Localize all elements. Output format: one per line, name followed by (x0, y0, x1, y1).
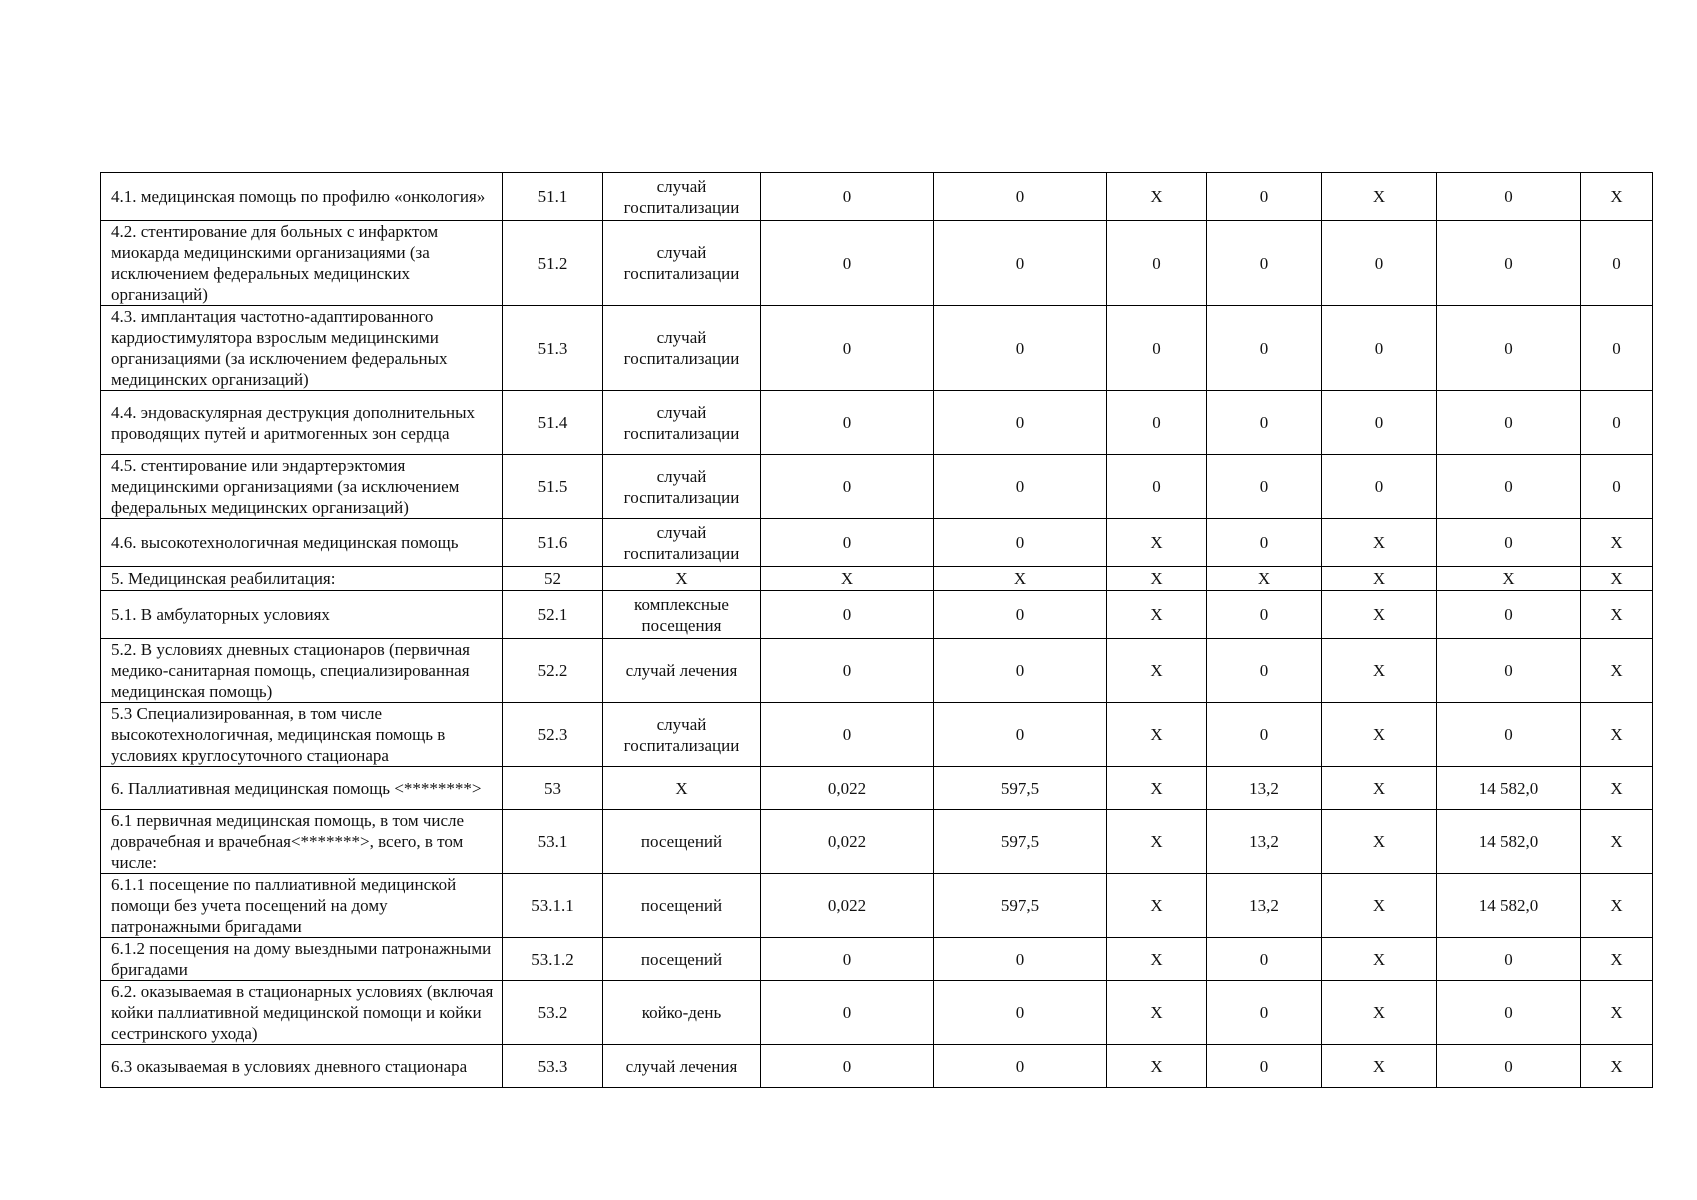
cell-col-8: 0 (1322, 221, 1437, 306)
cell-col-6: 0 (1107, 455, 1207, 519)
cell-col-7: 0 (1207, 1045, 1322, 1088)
table-row (101, 981, 1653, 1045)
row-code: 51.1 (503, 173, 603, 221)
cell-col-8: 0 (1322, 391, 1437, 455)
cell-col-8: Х (1322, 1045, 1437, 1088)
cell-col-6: Х (1107, 1045, 1207, 1088)
cell-col-9: 0 (1437, 938, 1581, 981)
table-row (101, 938, 1653, 981)
cell-col-9: 0 (1437, 519, 1581, 567)
row-code: 53.2 (503, 981, 603, 1045)
cell-col-4: 0 (761, 221, 934, 306)
row-unit: случай госпитализации (603, 221, 761, 306)
cell-col-10: 0 (1581, 221, 1653, 306)
cell-col-7: 0 (1207, 981, 1322, 1045)
cell-col-9: 0 (1437, 221, 1581, 306)
cell-col-4: 0 (761, 455, 934, 519)
row-name: 4.3. имплантация частотно-адаптированного кардиостимулятора взрослым медицинскими организациями (за исключением федеральных медицинских организаций) (101, 306, 503, 391)
cell-col-4: 0 (761, 981, 934, 1045)
cell-col-10: Х (1581, 639, 1653, 703)
cell-col-7: 0 (1207, 519, 1322, 567)
row-unit: случай госпитализации (603, 703, 761, 767)
cell-col-5: 597,5 (934, 810, 1107, 874)
cell-col-4: 0 (761, 639, 934, 703)
cell-col-5: 0 (934, 391, 1107, 455)
cell-col-5: 0 (934, 455, 1107, 519)
cell-col-10: 0 (1581, 391, 1653, 455)
row-unit: случай госпитализации (603, 391, 761, 455)
cell-col-8: Х (1322, 767, 1437, 810)
table-row (101, 639, 1653, 703)
cell-col-7: 13,2 (1207, 767, 1322, 810)
cell-col-6: Х (1107, 981, 1207, 1045)
cell-col-7: Х (1207, 567, 1322, 591)
row-code: 51.3 (503, 306, 603, 391)
row-name: 6. Паллиативная медицинская помощь <********> (101, 767, 503, 810)
row-unit: случай лечения (603, 1045, 761, 1088)
table-row (101, 591, 1653, 639)
cell-col-5: 0 (934, 306, 1107, 391)
cell-col-7: 13,2 (1207, 874, 1322, 938)
row-name: 5.3 Специализированная, в том числе высокотехнологичная, медицинская помощь в условиях круглосуточного стационара (101, 703, 503, 767)
cell-col-8: 0 (1322, 306, 1437, 391)
cell-col-9: 0 (1437, 639, 1581, 703)
cell-col-9: 14 582,0 (1437, 810, 1581, 874)
cell-col-10: Х (1581, 981, 1653, 1045)
cell-col-8: Х (1322, 981, 1437, 1045)
row-name: 6.1.1 посещение по паллиативной медицинской помощи без учета посещений на дому патронажными бригадами (101, 874, 503, 938)
row-name: 4.2. стентирование для больных с инфарктом миокарда медицинскими организациями (за исключением федеральных медицинских организаций) (101, 221, 503, 306)
cell-col-4: 0,022 (761, 874, 934, 938)
cell-col-9: 14 582,0 (1437, 874, 1581, 938)
cell-col-4: 0,022 (761, 767, 934, 810)
row-unit: случай госпитализации (603, 455, 761, 519)
cell-col-9: 0 (1437, 455, 1581, 519)
table-row (101, 567, 1653, 591)
table-row (101, 173, 1653, 221)
row-unit: посещений (603, 810, 761, 874)
cell-col-8: Х (1322, 591, 1437, 639)
row-unit: Х (603, 767, 761, 810)
row-unit: случай госпитализации (603, 306, 761, 391)
cell-col-7: 0 (1207, 639, 1322, 703)
row-unit: случай лечения (603, 639, 761, 703)
cell-col-6: 0 (1107, 391, 1207, 455)
row-code: 53.3 (503, 1045, 603, 1088)
cell-col-4: 0 (761, 703, 934, 767)
cell-col-7: 0 (1207, 221, 1322, 306)
table-row (101, 391, 1653, 455)
row-code: 51.5 (503, 455, 603, 519)
row-name: 4.1. медицинская помощь по профилю «онкология» (101, 173, 503, 221)
cell-col-8: Х (1322, 173, 1437, 221)
cell-col-8: 0 (1322, 455, 1437, 519)
row-code: 51.4 (503, 391, 603, 455)
row-name: 5. Медицинская реабилитация: (101, 567, 503, 591)
cell-col-10: Х (1581, 874, 1653, 938)
cell-col-10: Х (1581, 519, 1653, 567)
table-row (101, 519, 1653, 567)
cell-col-10: 0 (1581, 455, 1653, 519)
cell-col-10: Х (1581, 703, 1653, 767)
table-row (101, 455, 1653, 519)
row-name: 4.5. стентирование или эндартерэктомия медицинскими организациями (за исключением федеральных медицинских организаций) (101, 455, 503, 519)
cell-col-5: 597,5 (934, 874, 1107, 938)
cell-col-6: Х (1107, 810, 1207, 874)
cell-col-8: Х (1322, 567, 1437, 591)
table-row (101, 767, 1653, 810)
cell-col-5: 0 (934, 639, 1107, 703)
table-row (101, 221, 1653, 306)
table-row (101, 1045, 1653, 1088)
row-name: 4.4. эндоваскулярная деструкция дополнительных проводящих путей и аритмогенных зон сердца (101, 391, 503, 455)
cell-col-9: 0 (1437, 591, 1581, 639)
row-code: 53.1.1 (503, 874, 603, 938)
cell-col-6: Х (1107, 938, 1207, 981)
cell-col-7: 0 (1207, 938, 1322, 981)
cell-col-4: 0 (761, 173, 934, 221)
cell-col-4: Х (761, 567, 934, 591)
cell-col-10: Х (1581, 767, 1653, 810)
table-row (101, 874, 1653, 938)
row-name: 6.3 оказываемая в условиях дневного стационара (101, 1045, 503, 1088)
cell-col-8: Х (1322, 874, 1437, 938)
cell-col-6: Х (1107, 703, 1207, 767)
cell-col-6: Х (1107, 567, 1207, 591)
cell-col-9: 0 (1437, 391, 1581, 455)
cell-col-7: 0 (1207, 703, 1322, 767)
cell-col-4: 0 (761, 938, 934, 981)
cell-col-6: Х (1107, 173, 1207, 221)
cell-col-10: 0 (1581, 306, 1653, 391)
row-name: 4.6. высокотехнологичная медицинская помощь (101, 519, 503, 567)
cell-col-8: Х (1322, 519, 1437, 567)
cell-col-8: Х (1322, 703, 1437, 767)
cell-col-6: 0 (1107, 221, 1207, 306)
row-code: 53.1.2 (503, 938, 603, 981)
row-unit: комплексные посещения (603, 591, 761, 639)
row-name: 6.1 первичная медицинская помощь, в том числе доврачебная и врачебная<*******>, всего, в том числе: (101, 810, 503, 874)
cell-col-4: 0 (761, 1045, 934, 1088)
table-row (101, 810, 1653, 874)
cell-col-10: Х (1581, 591, 1653, 639)
row-name: 6.2. оказываемая в стационарных условиях (включая койки паллиативной медицинской помощи и койки сестринского ухода) (101, 981, 503, 1045)
cell-col-7: 0 (1207, 173, 1322, 221)
cell-col-6: Х (1107, 874, 1207, 938)
cell-col-9: 0 (1437, 1045, 1581, 1088)
cell-col-6: 0 (1107, 306, 1207, 391)
row-unit: случай госпитализации (603, 519, 761, 567)
row-code: 52.1 (503, 591, 603, 639)
row-name: 5.2. В условиях дневных стационаров (первичная медико-санитарная помощь, специализированная медицинская помощь) (101, 639, 503, 703)
cell-col-8: Х (1322, 938, 1437, 981)
cell-col-6: Х (1107, 591, 1207, 639)
cell-col-10: Х (1581, 938, 1653, 981)
cell-col-4: 0 (761, 306, 934, 391)
row-code: 53 (503, 767, 603, 810)
row-unit: посещений (603, 938, 761, 981)
cell-col-4: 0 (761, 519, 934, 567)
row-code: 51.2 (503, 221, 603, 306)
table-row (101, 703, 1653, 767)
row-name: 6.1.2 посещения на дому выездными патронажными бригадами (101, 938, 503, 981)
cell-col-5: 0 (934, 519, 1107, 567)
cell-col-4: 0 (761, 591, 934, 639)
cell-col-4: 0,022 (761, 810, 934, 874)
cell-col-5: 0 (934, 173, 1107, 221)
cell-col-9: Х (1437, 567, 1581, 591)
row-unit: случай госпитализации (603, 173, 761, 221)
cell-col-7: 0 (1207, 306, 1322, 391)
row-unit: посещений (603, 874, 761, 938)
cell-col-10: Х (1581, 173, 1653, 221)
cell-col-7: 0 (1207, 391, 1322, 455)
cell-col-9: 0 (1437, 703, 1581, 767)
cell-col-9: 14 582,0 (1437, 767, 1581, 810)
cell-col-5: 0 (934, 591, 1107, 639)
cell-col-6: Х (1107, 519, 1207, 567)
table-body (101, 173, 1653, 1088)
cell-col-5: 0 (934, 981, 1107, 1045)
row-name: 5.1. В амбулаторных условиях (101, 591, 503, 639)
cell-col-6: Х (1107, 639, 1207, 703)
row-code: 52.2 (503, 639, 603, 703)
cell-col-8: Х (1322, 810, 1437, 874)
cell-col-4: 0 (761, 391, 934, 455)
cell-col-8: Х (1322, 639, 1437, 703)
cell-col-10: Х (1581, 567, 1653, 591)
cell-col-6: Х (1107, 767, 1207, 810)
cell-col-5: 0 (934, 938, 1107, 981)
cell-col-10: Х (1581, 1045, 1653, 1088)
cell-col-9: 0 (1437, 306, 1581, 391)
cell-col-5: 597,5 (934, 767, 1107, 810)
cell-col-5: 0 (934, 703, 1107, 767)
row-code: 52.3 (503, 703, 603, 767)
cell-col-7: 13,2 (1207, 810, 1322, 874)
cell-col-9: 0 (1437, 981, 1581, 1045)
cell-col-7: 0 (1207, 455, 1322, 519)
row-unit: койко-день (603, 981, 761, 1045)
row-unit: Х (603, 567, 761, 591)
row-code: 51.6 (503, 519, 603, 567)
row-code: 53.1 (503, 810, 603, 874)
row-code: 52 (503, 567, 603, 591)
cell-col-7: 0 (1207, 591, 1322, 639)
table-row (101, 306, 1653, 391)
cell-col-5: 0 (934, 221, 1107, 306)
cell-col-5: 0 (934, 1045, 1107, 1088)
territorial-program-table (100, 172, 1653, 1088)
cell-col-5: Х (934, 567, 1107, 591)
cell-col-9: 0 (1437, 173, 1581, 221)
cell-col-10: Х (1581, 810, 1653, 874)
